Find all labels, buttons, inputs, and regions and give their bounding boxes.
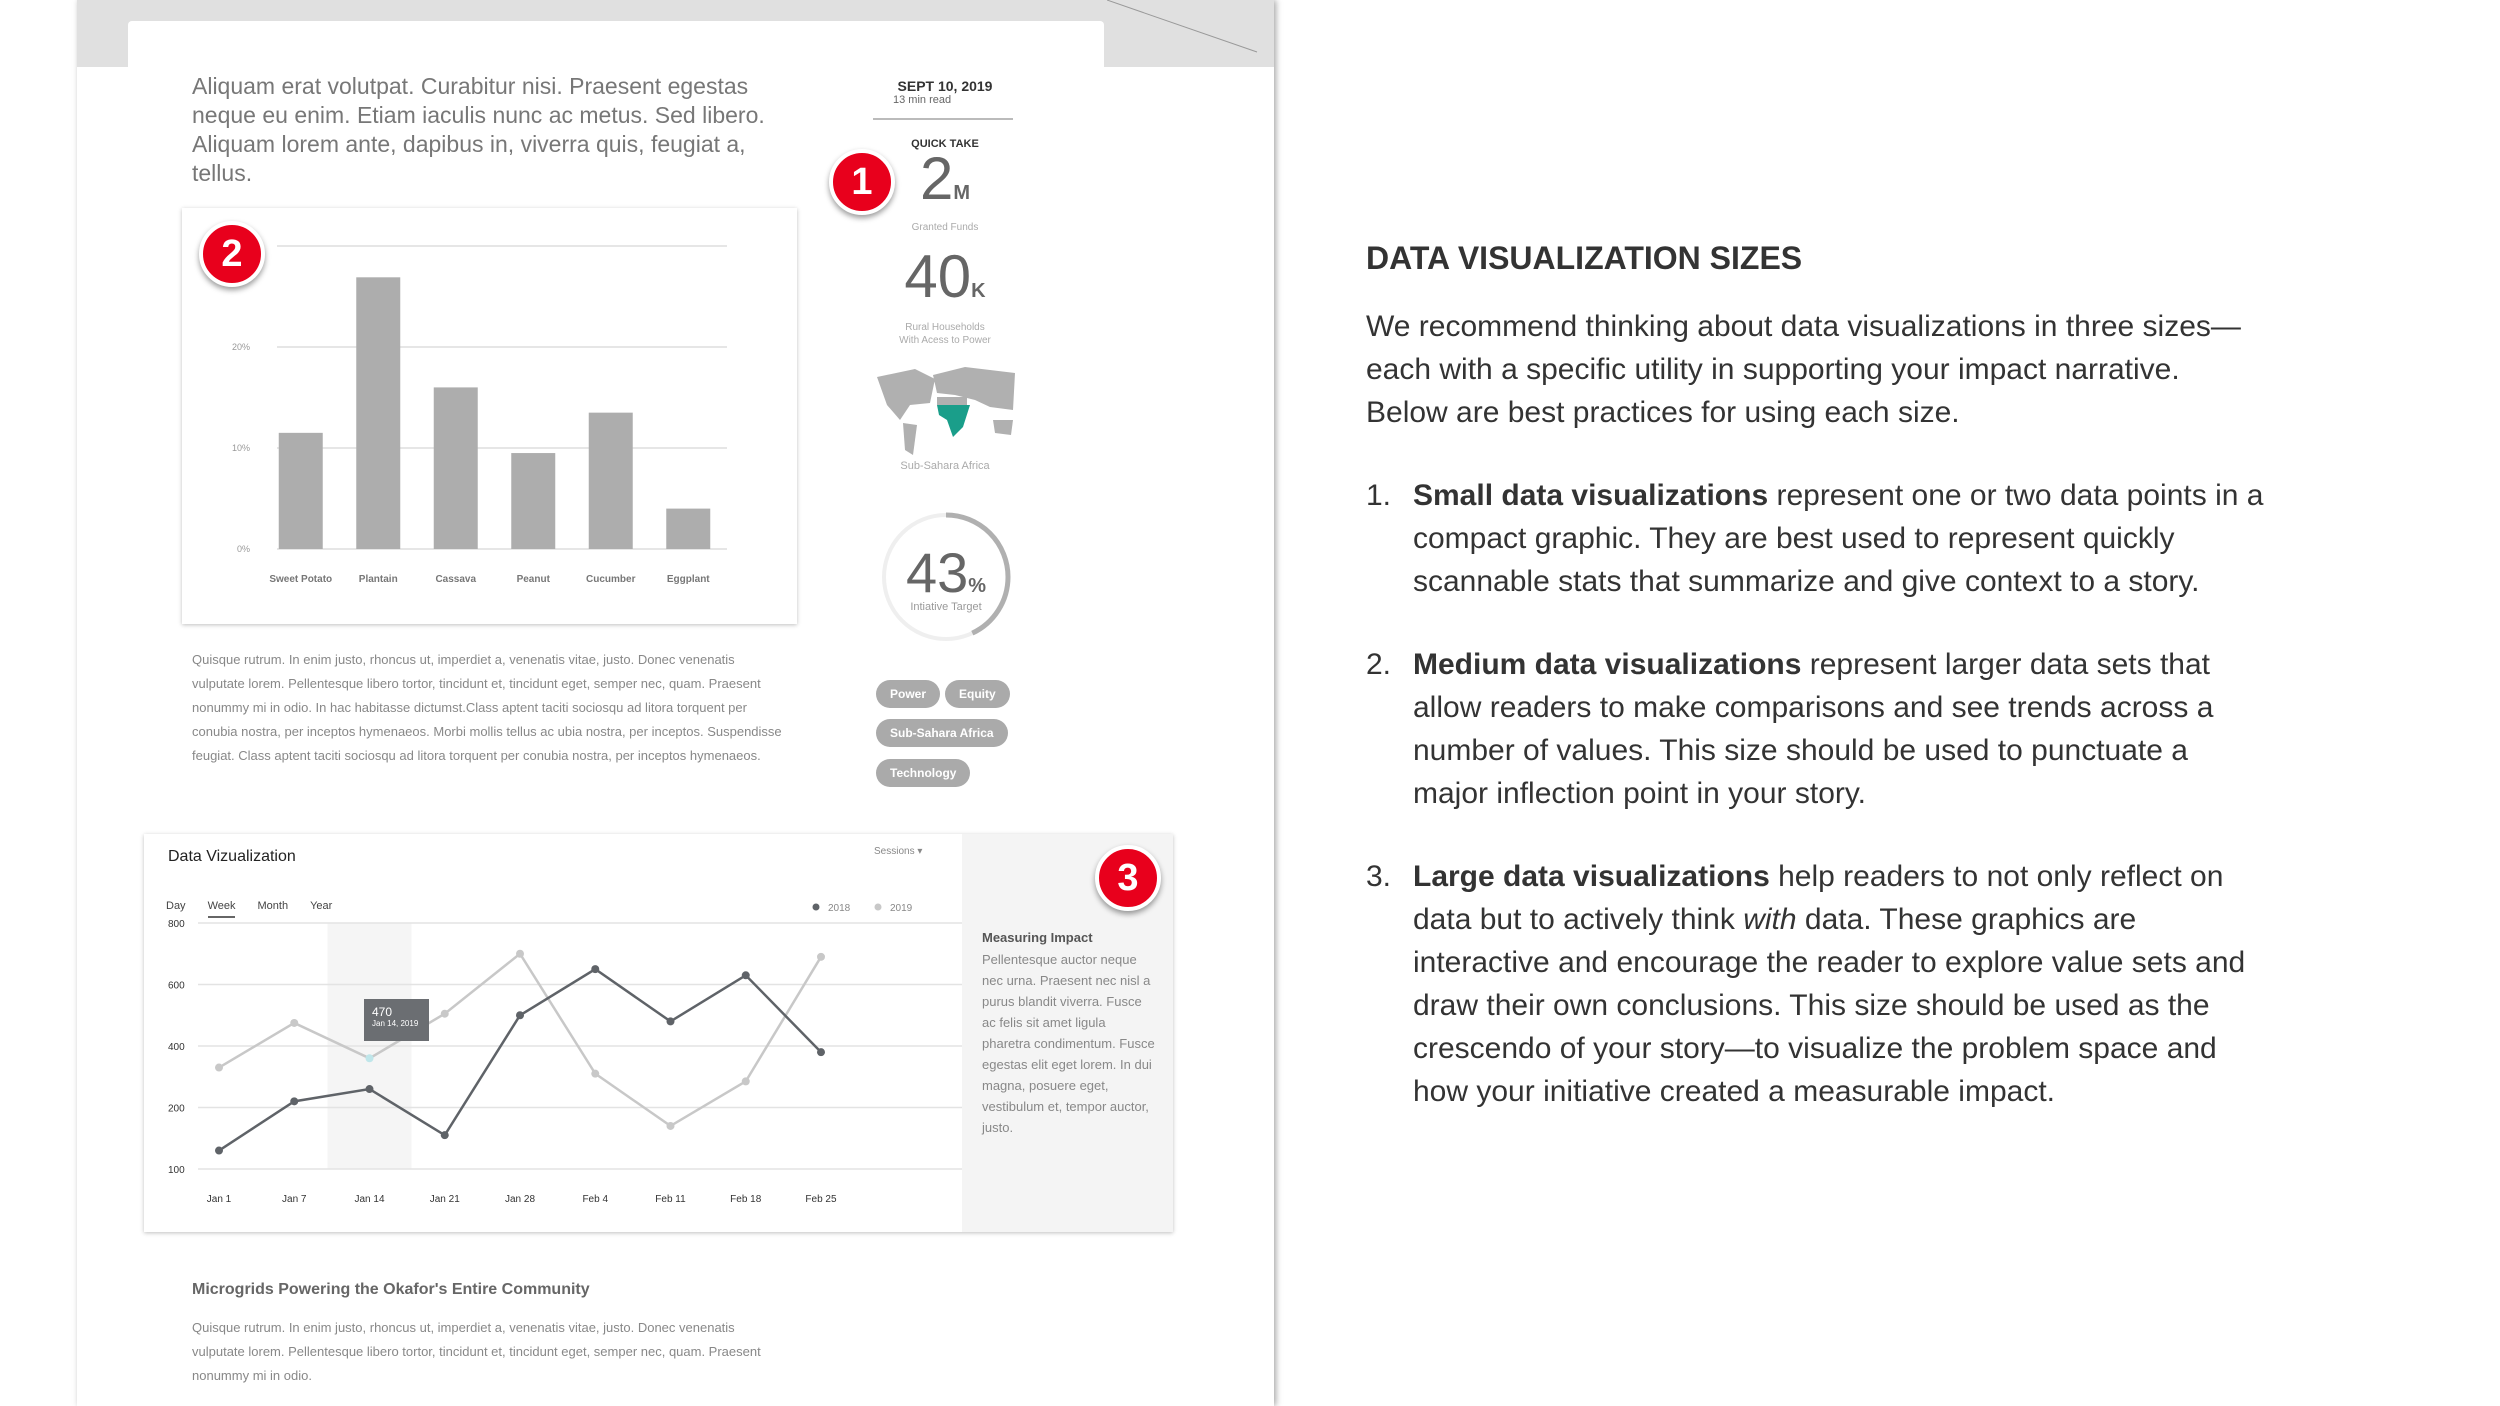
section-text: Quisque rutrum. In enim justo, rhoncus ut, imperdiet a, venenatis vitae, justo. Donec venenatis vulputate lorem. Pellentesque libero tortor, tincidunt et, tincidunt eget, semper nec, quam. Praesent nonummy mi in odio. [192,1320,761,1383]
data-point-2018 [516,1011,524,1019]
data-point-2019 [366,1054,374,1062]
x-tick-label: Cassava [435,574,477,585]
tag-equity[interactable]: Equity [945,680,1010,708]
chevron-down-icon: ▾ [917,846,923,857]
x-tick-label: Peanut [516,574,550,585]
bar-cassava [434,387,478,549]
data-point-2019 [817,953,825,961]
y-tick-label: 0% [236,544,250,554]
article-mockup [77,0,1274,1406]
line-chart[interactable] [144,834,962,1232]
data-point-2019 [516,950,524,958]
badge-3: 3 [1095,845,1161,911]
stat-funds: 2M [919,145,971,212]
x-tick-label: Cucumber [586,574,636,585]
map-label: Sub-Sahara Africa [900,460,990,472]
bar-chart [182,208,797,624]
data-point-2018 [742,971,750,979]
bar-peanut [511,453,555,549]
data-point-2019 [667,1122,675,1130]
section-heading: Microgrids Powering the Okafor's Entire Community [192,1281,590,1298]
data-point-2018 [591,965,599,973]
tab-day[interactable]: Day [166,900,186,912]
tab-year[interactable]: Year [310,900,333,912]
tab-week[interactable]: Week [208,900,236,918]
data-point-2019 [591,1070,599,1078]
sidebar [873,78,1017,472]
x-tick-label: Jan 7 [282,1194,307,1205]
stat-funds-label: Granted Funds [911,222,979,233]
y-tick-label: 100 [168,1165,185,1176]
guidance-list [1366,474,2266,1113]
x-tick-label: Jan 21 [429,1194,460,1205]
data-point-2018 [817,1048,825,1056]
bar-cucumber [589,413,633,549]
legend-label: 2018 [828,903,851,914]
list-item: 1. Small data visualizations represent one or two data points in a compact graphic. They are best used to represent quickly scannable stats that summarize and give context to a story. [1366,479,2264,598]
x-tick-label: Feb 25 [805,1194,837,1205]
data-point-2019 [215,1064,223,1072]
guidance-title: DATA VISUALIZATION SIZES [1366,240,1803,276]
data-point-2018 [215,1147,223,1155]
tab-month[interactable]: Month [257,900,289,912]
data-point-2019 [441,1010,449,1018]
stat-households-label: Rural Households [905,322,985,333]
data-point-2018 [290,1097,298,1105]
tag-power[interactable]: Power [876,680,940,708]
read-time: 13 min read [893,94,952,106]
x-tick-label: Plantain [358,574,398,585]
bar-sweet-potato [279,433,323,549]
body-text: Quisque rutrum. In enim justo, rhoncus ut, imperdiet a, venenatis vitae, justo. Donec venenatis vulputate lorem. Pellentesque libero tortor, tincidunt et, tincidunt eget, semper nec, quam. Praesent nonummy mi in odio. In hac habitasse dictumst.Class aptent taciti sociosqu ad litora torquent per conubia nostra, per inceptos hymenaeos. Morbi mollis tellus ac ubia nostra, per inceptos. Suspendisse feugiat. Class aptent taciti sociosqu ad litora torquent per conubia nostra, per inceptos hymenaeos. [192,652,782,763]
tag-sub-sahara-africa[interactable]: Sub-Sahara Africa [876,719,1008,747]
x-tick-label: Eggplant [666,574,710,585]
panel-text: Pellentesque auctor neque nec urna. Praesent nec nisl a purus blandit viverra. Fusce ac felis sit amet ligula pharetra condimentum. Fusce egestas elit eget lorem. In dui magna, posuere eget, vestibulum et, tempor auctor, justo. [982,952,1155,1135]
article-date: SEPT 10, 2019 [897,78,993,94]
x-tick-label: Jan 1 [206,1194,232,1205]
chart-title: Data Vizualization [168,848,296,865]
badge-1: 1 [829,149,895,215]
x-tick-label: Feb 18 [730,1194,762,1205]
x-tick-label: Jan 28 [504,1194,536,1205]
data-point-2018 [667,1017,675,1025]
legend-label: 2019 [890,903,913,914]
x-tick-label: Sweet Potato [269,574,333,585]
series-line-2018 [219,969,821,1150]
y-tick-label: 10% [231,443,250,453]
world-map-icon [875,365,1015,460]
y-tick-label: 600 [168,980,185,992]
chart-tooltip: 470 Jan 14, 2019 [364,999,429,1041]
data-point-2018 [366,1085,374,1093]
panel-title: Measuring Impact [982,930,1093,945]
x-tick-label: Feb 4 [582,1194,609,1205]
y-tick-label: 20% [231,342,250,352]
guidance-column [1366,240,2266,1153]
list-item: 2. Medium data visualizations represent larger data sets that allow readers to make comparisons and see trends across a number of values. This size should be used to punctuate a major inflection point in your story. [1366,648,2214,810]
list-item: 3. Large data visualizations help readers to not only reflect on data but to actively think with data. These graphics are interactive and encourage the reader to explore value sets and draw their own conclusions. This size should be used as the crescendo of your story—to visualize the problem space and how your initiative created a measurable impact. [1366,860,2246,1108]
large-chart-card [144,834,1173,1232]
data-point-2019 [290,1019,298,1027]
data-point-2018 [441,1131,449,1139]
bar-chart-card [182,208,797,624]
quick-take-label: QUICK TAKE [911,138,979,150]
legend-dot-2019 [875,904,882,911]
data-point-2019 [742,1077,750,1085]
donut-text: 43% Intiative Target [905,541,987,613]
intro-text: Aliquam erat volutpat. Curabitur nisi. Praesent egestas neque eu enim. Etiam iaculis nunc ac metus. Sed libero. Aliquam lorem ante, dapibus in, viverra quis, feugiat a, tellus. [192,73,765,186]
y-tick-label: 800 [168,919,185,930]
badge-2: 2 [199,221,265,287]
sessions-dropdown[interactable]: Sessions ▾ [874,846,923,857]
bar-eggplant [666,509,710,549]
stat-households: 40K [904,243,986,310]
guidance-intro: We recommend thinking about data visualizations in three sizes—each with a specific utility in supporting your impact narrative. Below are best practices for using each size. [1366,310,2241,429]
y-tick-label: 400 [168,1042,185,1053]
x-tick-label: Feb 11 [655,1194,686,1205]
x-tick-label: Jan 14 [354,1194,385,1205]
stat-households-label-2: With Acess to Power [899,335,991,346]
decorative-line [1107,0,1274,60]
bar-plantain [356,277,400,549]
y-tick-label: 200 [168,1103,185,1115]
tag-technology[interactable]: Technology [876,759,970,787]
legend-dot-2018 [813,904,820,911]
